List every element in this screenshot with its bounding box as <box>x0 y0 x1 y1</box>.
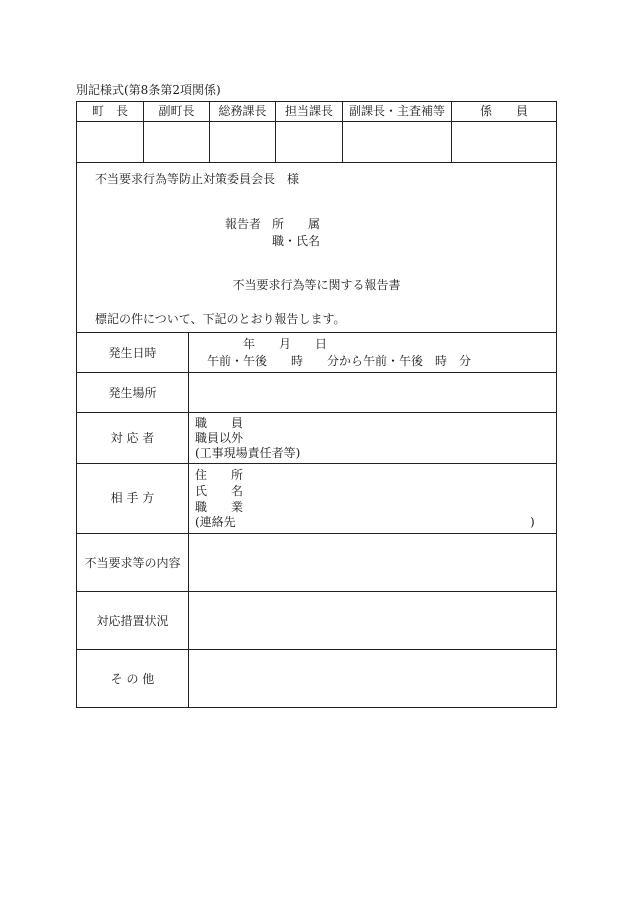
approval-header-deputy-chief: 副課長・主査補等 <box>348 104 445 118</box>
counterpart-contact-close-paren: ) <box>530 515 535 529</box>
table-border-right <box>556 101 557 708</box>
approval-header-deputy-mayor: 副町長 <box>158 104 195 118</box>
responder-non-staff-line: 職員以外 <box>195 431 244 445</box>
responder-field[interactable] <box>330 413 556 463</box>
responder-site-manager-line: (工事現場責任者等) <box>195 446 301 460</box>
stamp-cell-section-chief[interactable] <box>276 122 342 162</box>
affiliation-field[interactable] <box>340 214 540 232</box>
title-name-field[interactable] <box>340 231 540 249</box>
datetime-field[interactable] <box>189 333 556 372</box>
stamp-cell-deputy-chief[interactable] <box>343 122 451 162</box>
form-title: 別記様式(第8条第2項関係) <box>76 83 221 97</box>
stamp-cell-staff[interactable] <box>452 122 556 162</box>
stamp-cell-mayor[interactable] <box>77 122 143 162</box>
addressee: 不当要求行為等防止対策委員会長 様 <box>95 172 300 186</box>
datetime-label: 発生日時 <box>108 346 157 360</box>
measures-label: 対応措置状況 <box>96 614 169 628</box>
counterpart-occupation-line: 職 業 <box>195 500 244 514</box>
datetime-date-line: 年 月 日 <box>243 337 328 351</box>
datetime-time-line: 午前・午後 時 分から午前・午後 時 分 <box>207 354 472 368</box>
counterpart-address-line: 住 所 <box>195 468 244 482</box>
responder-staff-line: 職 員 <box>195 416 244 430</box>
table-border-top <box>76 101 557 102</box>
measures-field[interactable] <box>189 592 556 649</box>
approval-header-section-chief: 担当課長 <box>284 104 333 118</box>
counterpart-name-line: 氏 名 <box>195 484 244 498</box>
approval-header-general-affairs-chief: 総務課長 <box>218 104 267 118</box>
other-label: そ の 他 <box>110 672 155 686</box>
other-field[interactable] <box>189 650 556 707</box>
table-border-bottom <box>76 707 557 708</box>
intro-text: 標記の件について、下記のとおり報告します。 <box>95 312 346 326</box>
approval-header-mayor: 町 長 <box>91 104 128 118</box>
place-label: 発生場所 <box>108 386 157 400</box>
reporter-label: 報告者 <box>225 217 262 231</box>
counterpart-contact-line: (連絡先 <box>195 515 236 529</box>
report-title: 不当要求行為等に関する報告書 <box>232 278 401 292</box>
counterpart-label: 相 手 方 <box>110 491 155 505</box>
counterpart-field[interactable] <box>260 464 556 533</box>
approval-header-staff: 係 員 <box>479 104 528 118</box>
responder-label: 対 応 者 <box>110 431 155 445</box>
title-name-label: 職・氏名 <box>272 234 321 248</box>
stamp-cell-general-affairs-chief[interactable] <box>210 122 275 162</box>
stamp-cell-deputy-mayor[interactable] <box>144 122 209 162</box>
request-content-label: 不当要求等の内容 <box>84 556 181 570</box>
affiliation-label: 所 属 <box>272 217 321 231</box>
request-content-field[interactable] <box>189 534 556 591</box>
approval-section-divider <box>76 162 557 163</box>
place-field[interactable] <box>189 373 556 412</box>
